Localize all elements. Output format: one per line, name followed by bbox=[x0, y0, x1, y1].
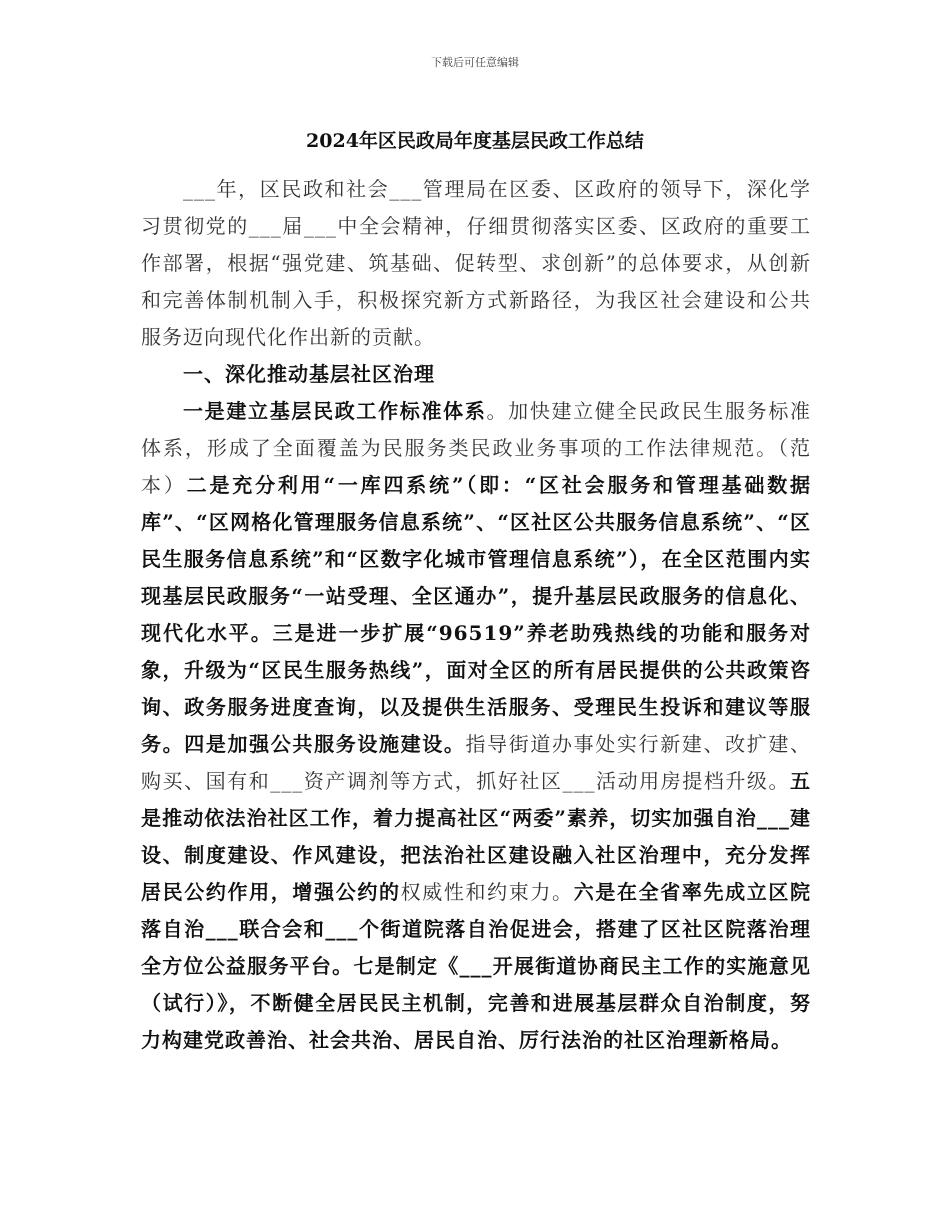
section-heading: 一、深化推动基层社区治理 bbox=[183, 362, 435, 386]
item-text-bold: 二是充分利用“一库四系统”（即：“区社会服务和管理基础数据库”、“区网格化管理服务信息系统”、“区社区公共服务信息系统”、“区民生服务信息系统”和“区数字化城市管理信息系统”），在全区范围内实现基层民政服务“一站受理、全区通办”，提升基层民政服务的信息化、现代化水平。三是进一步扩展“96519”养老助残热线的功能和服务对象，升级为“区民生服务热线”，面对全区的所有居民提供的公共政策咨询、政务服务进度查询，以及提供生活服务、受理民生投诉和建议等服务。四是加强公共服务设施建设。 bbox=[141, 473, 812, 756]
item-text: 指导街道办事处实行新建、改扩建、购买、国有和___资产调剂等方式，抓好社区___活动用房提档升级。 bbox=[141, 732, 811, 793]
header-note: 下载后可任意编辑 bbox=[431, 56, 519, 69]
item-lead: 一是建立基层民政工作标准体系 bbox=[183, 399, 487, 423]
document-title: 2024年区民政局年度基层民政工作总结 bbox=[306, 130, 644, 152]
item-text: 权威性和约束力。 bbox=[400, 880, 574, 904]
item-text-bold: 五是推动依法治社区工作，着力提高社区“两委”素养，切实加强自治___建设、制度建设、作风建设，把法治社区建设融入社区治理中，充分发挥居民公约作用，增强公约的 bbox=[141, 769, 811, 904]
intro-paragraph: ___年，区民政和社会___管理局在区委、区政府的领导下，深化学习贯彻党的___届___中全会精神，仔细贯彻落实区委、区政府的重要工作部署，根据“强党建、筑基础、促转型、求创新”的总体要求，从创新和完善体制机制入手，积极探究新方式新路径，为我区社会建设和公共服务迈向现代化作出新的贡献。 bbox=[141, 177, 811, 349]
item-text: 。加快建立健全民政民生服务标准体系，形成了全面覆盖为民服务类民政业务事项的工作法律规范。（范本） bbox=[141, 399, 811, 497]
document-body bbox=[141, 171, 811, 1059]
section-paragraph bbox=[141, 393, 811, 1059]
item-text-bold: 六是在全省率先成立区院落自治___联合会和___个街道院落自治促进会，搭建了区社区院落治理全方位公益服务平台。七是制定《___开展街道协商民主工作的实施意见（试行）》，不断健全居民民主机制，完善和进展基层群众自治制度，努力构建党政善治、社会共治、居民自治、厉行法治的社区治理新格局。 bbox=[141, 880, 812, 1052]
